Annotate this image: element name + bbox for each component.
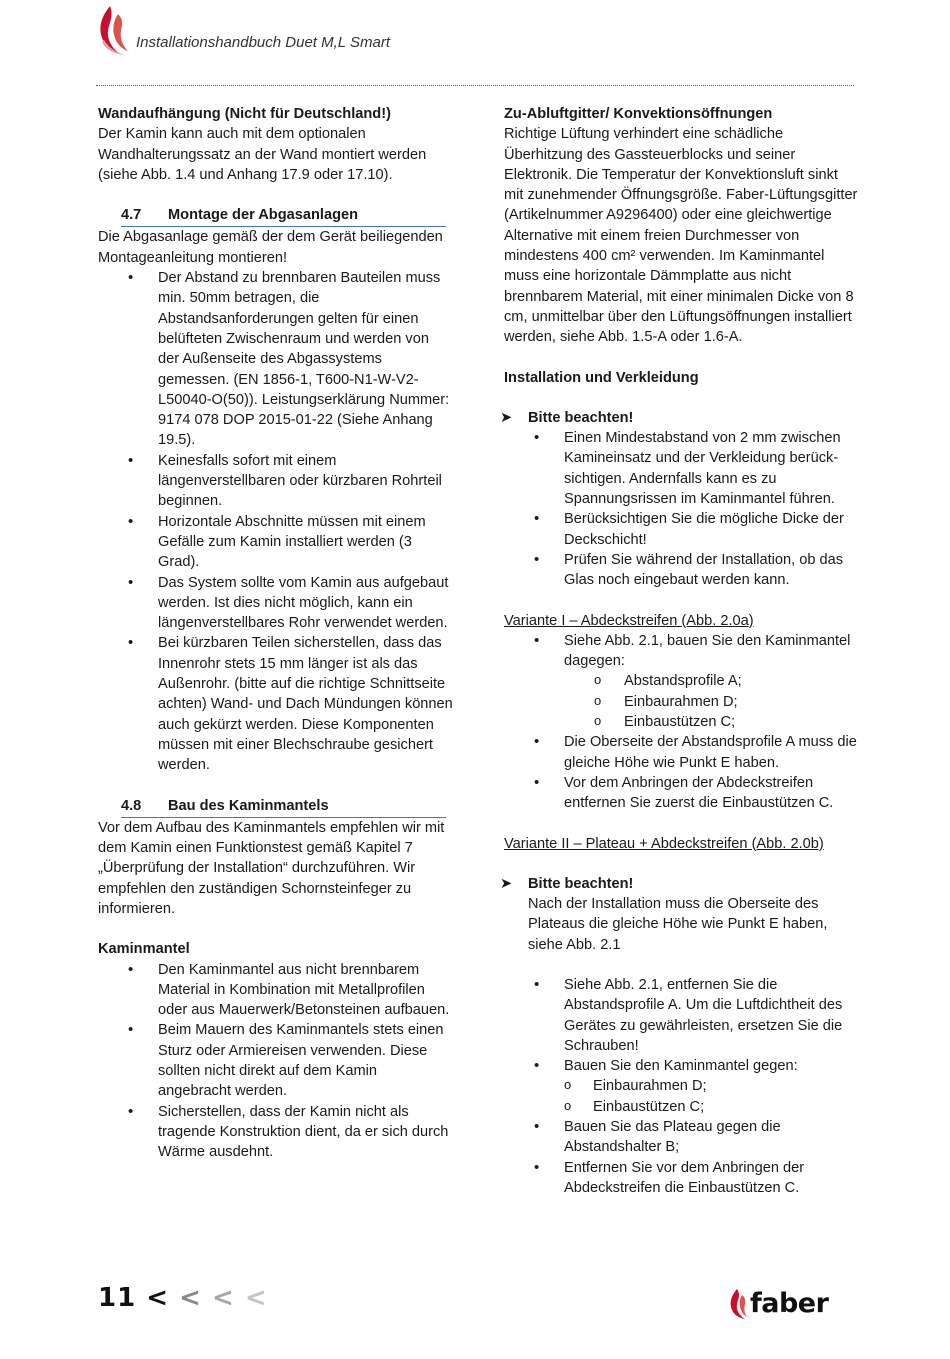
list-item: • Siehe Abb. 2.1, entfernen Sie die Abstandsprofile A. Um die Luftdichtheit des Gerätes zu gewährleisten, ersetzen Sie die Schrauben!: [504, 975, 860, 1056]
wall-mount-heading: Wandaufhängung (Nicht für Deutschland!): [98, 106, 391, 122]
page-number-value: 11: [98, 1283, 137, 1313]
section-title: Bau des Kaminmantels: [168, 797, 329, 814]
installation-heading: Installation und Verkleidung: [504, 369, 699, 386]
list-item: • Entfernen Sie vor dem Anbringen der Abdeckstreifen die Einbaustützen C.: [504, 1158, 860, 1199]
flue-bullet-list: [98, 268, 454, 775]
flame-icon: [728, 1288, 748, 1320]
sub-list-item: o Einbaustützen C;: [564, 712, 860, 732]
note-heading: ➤ Bitte beachten!: [504, 408, 860, 428]
variant-1-heading: Variante I – Abdeckstreifen (Abb. 2.0a): [504, 612, 754, 629]
list-item: • Bei kürzbaren Teilen sicherstellen, dass das Innenrohr stets 15 mm länger ist als das Außenrohr. (bitte auf die richtige Schnittseite achten) Wand- und Dach Mündungen können auch gekürzt werden. Diese Komponenten müssen mit einer Blechschraube gesichert werden.: [98, 633, 454, 775]
arrow-left-icon: <: [179, 1283, 202, 1313]
list-item: • Die Oberseite der Abstandsprofile A muss die gleiche Höhe wie Punkt E haben.: [504, 732, 860, 773]
page-number: [98, 1283, 268, 1313]
arrow-right-icon: ➤: [500, 875, 513, 892]
header-divider: [96, 85, 854, 86]
left-column: [98, 104, 454, 1163]
list-item: • Beim Mauern des Kaminmantels stets einen Sturz oder Armiereisen verwenden. Diese sollten nicht direkt auf dem Kamin angebracht werden.: [98, 1020, 454, 1101]
section-number: 4.8: [121, 797, 142, 814]
ventilation-text: Richtige Lüftung verhindert eine schädliche Überhitzung des Gassteuerblocks und seiner Elektronik. Die Temperatur der Konvektionsluft sinkt mit zunehmender Öffnungsgröße. Faber-Lüftungsgitter (Artikelnummer A9296400) oder eine gleichwertige Alternative mit einem freien Durchmesser von mindestens 400 cm² verwenden. Im Kaminmantel muss eine horizontale Dämmplatte aus nicht brennbarem Material, mit einer minimalen Dicke von 8 cm, unmittelbar über den Lüftungsöffnungen installiert werden, siehe Abb. 1.5-A oder 1.6-A.: [504, 126, 858, 346]
section-title: Montage der Abgasanlagen: [168, 207, 359, 224]
list-item: • Den Kaminmantel aus nicht brennbarem Material in Kombination mit Metallprofilen oder aus Mauerwerk/Betonsteinen aufbauen.: [98, 960, 454, 1021]
variant-2-list: [504, 975, 860, 1198]
list-item: • Keinesfalls sofort mit einem längenverstellbaren oder kürzbaren Rohrteil beginnen.: [98, 451, 454, 512]
list-item: • Das System sollte vom Kamin aus aufgebaut werden. Ist dies nicht möglich, kann ein längenverstellbares Rohr verwendet werden.: [98, 573, 454, 634]
sub-list-item: o Einbaustützen C;: [564, 1097, 860, 1117]
sub-list-item: o Abstandsprofile A;: [564, 671, 860, 691]
variant-1-sublist: [564, 671, 860, 732]
arrow-left-icon: <: [146, 1283, 170, 1313]
arrow-right-icon: ➤: [500, 409, 513, 426]
list-item: • Berücksichtigen Sie die mögliche Dicke der Deckschicht!: [504, 509, 860, 550]
section-4-8-heading: [121, 796, 446, 818]
list-item: • Der Abstand zu brennbaren Bauteilen muss min. 50mm betragen, die Abstandsanforderungen gelten für einen belüfteten Zwischenraum und werden von der Außenseite des Abgassystems gemessen. (EN 1856-1, T600-N1-W-V2-L50040-O(50)). Leistungserklärung Nummer: 9174 078 DOP 2015-01-22 (Siehe Anhang 19.5).: [98, 268, 454, 451]
sub-list-item: o Einbaurahmen D;: [564, 692, 860, 712]
list-item: • Bauen Sie das Plateau gegen die Abstandshalter B;: [504, 1117, 860, 1158]
list-item: • Vor dem Anbringen der Abdeckstreifen entfernen Sie zuerst die Einbaustützen C.: [504, 773, 860, 814]
flue-intro-text: Die Abgasanlage gemäß der dem Gerät beiliegenden Montageanleitung montieren!: [98, 229, 443, 266]
note-text: Nach der Installation muss die Oberseite des Plateaus die gleiche Höhe wie Punkt E haben, siehe Abb. 2.1: [528, 896, 828, 953]
ventilation-heading: Zu-Abluftgitter/ Konvektionsöffnungen: [504, 106, 773, 122]
list-item: • Prüfen Sie während der Installation, ob das Glas noch eingebaut werden kann.: [504, 550, 860, 591]
sub-list-item: o Einbaurahmen D;: [564, 1076, 860, 1096]
variant-2-sublist: [564, 1076, 860, 1117]
wall-mount-text: Der Kamin kann auch mit dem optionalen Wandhalterungssatz an der Wand montiert werden (siehe Abb. 1.4 und Anhang 17.9 oder 17.10).: [98, 126, 427, 183]
note-heading: ➤ Bitte beachten!: [504, 874, 860, 894]
arrow-left-icon: <: [211, 1283, 235, 1313]
right-column: [500, 104, 860, 1198]
variant-2-heading: Variante II – Plateau + Abdeckstreifen (Abb. 2.0b): [504, 835, 824, 852]
faber-logo: [728, 1286, 828, 1322]
flame-logo-icon: [96, 4, 132, 56]
list-item: • Horizontale Abschnitte müssen mit einem Gefälle zum Kamin installiert werden (3 Grad).: [98, 512, 454, 573]
note-bullet-list: [504, 428, 860, 590]
list-item: • Siehe Abb. 2.1, bauen Sie den Kaminmantel dagegen: o Abstandsprofile A; o Einbaurahmen D; o Einbaustützen C;: [504, 631, 860, 732]
list-item: • Bauen Sie den Kaminmantel gegen: o Einbaurahmen D; o Einbaustützen C;: [504, 1056, 860, 1117]
kaminmantel-bullet-list: [98, 960, 454, 1163]
list-item: • Einen Mindestabstand von 2 mm zwischen Kamineinsatz und der Verkleidung berück-sichtigen. Andernfalls kann es zu Spannungsrissen im Kaminmantel führen.: [504, 428, 860, 509]
section-number: 4.7: [121, 207, 142, 224]
header-title: Installationshandbuch Duet M,L Smart: [136, 34, 391, 51]
variant-1-list: [504, 631, 860, 814]
arrow-left-icon: <: [244, 1283, 268, 1313]
section-4-7-heading: [121, 205, 446, 227]
list-item: • Sicherstellen, dass der Kamin nicht als tragende Konstruktion dient, da er sich durch Wärme ausdehnt.: [98, 1102, 454, 1163]
surround-intro-text: Vor dem Aufbau des Kaminmantels empfehlen wir mit dem Kamin einen Funktionstest gemäß Kapitel 7 „Überprüfung der Installation“ durchzuführen. Wir empfehlen den zuständigen Schornsteinfeger zu informieren.: [98, 819, 445, 917]
brand-name: faber: [750, 1287, 829, 1319]
kaminmantel-heading: Kaminmantel: [98, 941, 190, 958]
